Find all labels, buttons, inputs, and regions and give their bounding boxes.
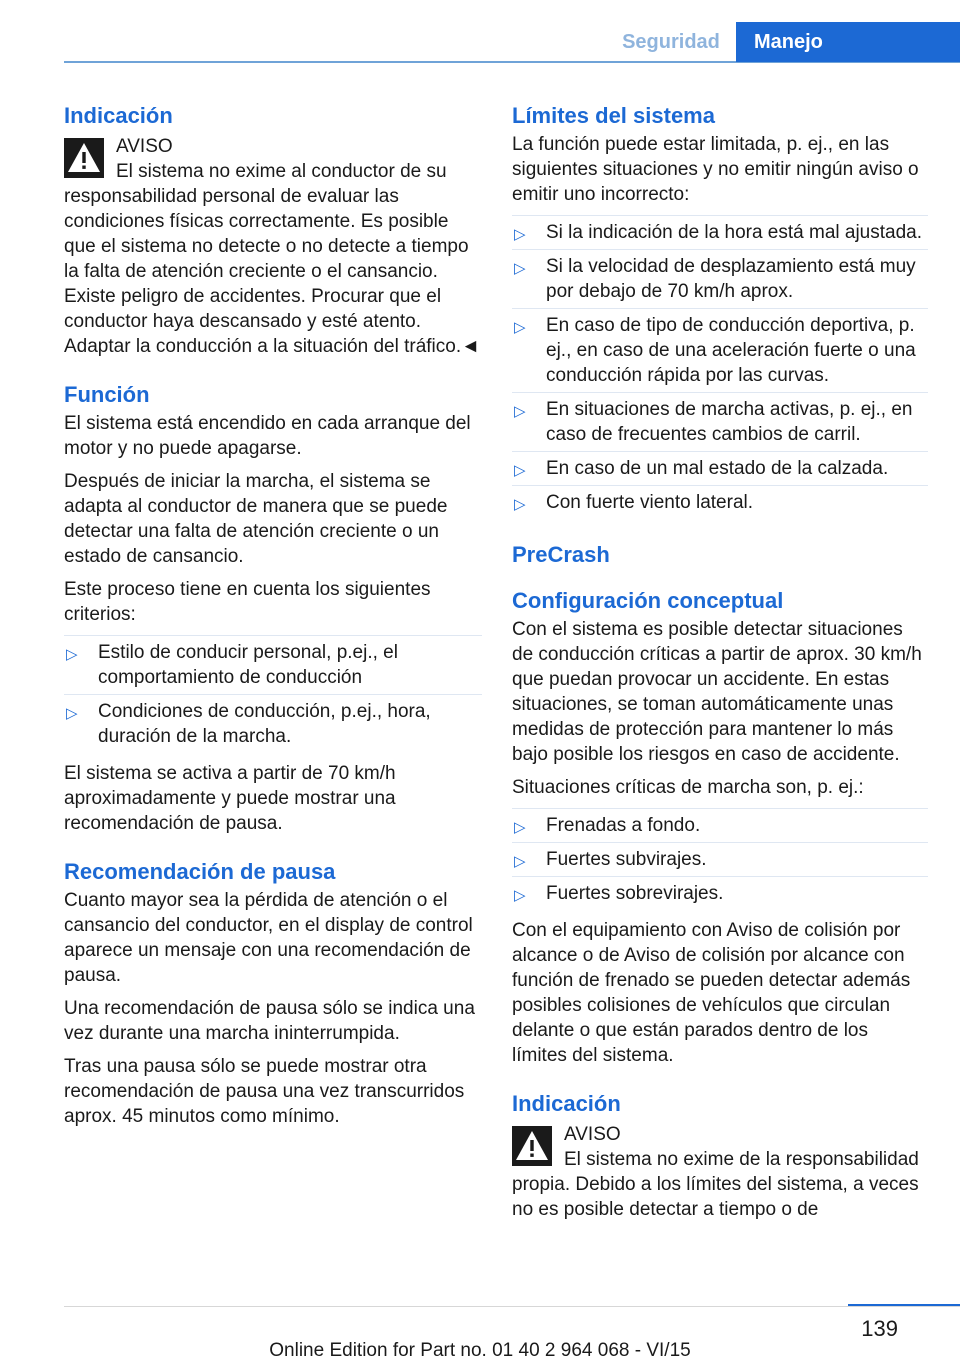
heading-configuracion: Configuración conceptual	[512, 588, 784, 613]
paragraph: Después de iniciar la marcha, el sistema se adapta al conductor de manera que se puede detectar una falta de atención creciente o un estado de cansancio.	[64, 471, 448, 567]
triangle-bullet-icon: ▷	[514, 403, 526, 420]
paragraph: El sistema está encendido en cada arranque del motor y no puede apagarse.	[64, 413, 471, 459]
heading-indicacion: Indicación	[64, 103, 173, 128]
paragraph: Cuanto mayor sea la pérdida de atención o el cansancio del conductor, en el display de control aparece un mensaje con una recomendación de pausa.	[64, 890, 473, 986]
footer-edition: Online Edition for Part no. 01 40 2 964 068 - VI/15	[269, 1340, 691, 1361]
warning-label: AVISO	[116, 136, 173, 157]
list-item: ▷ En situaciones de marcha activas, p. ej., en caso de frecuentes cambios de carril.	[512, 392, 928, 451]
triangle-bullet-icon: ▷	[514, 319, 526, 336]
paragraph: La función puede estar limitada, p. ej., en las siguientes situaciones y no emitir ningún aviso o emitir uno incorrecto:	[512, 134, 919, 205]
warning-text: El sistema no exime al conductor de su responsabilidad personal de evaluar las condiciones físicas correctamente. Es posible que el sistema no detecte o no detecte a tiempo la falta de atención creciente o el cansancio. Existe peligro de accidentes. Procurar que el conductor haya descansado y esté atento. Adaptar la conducción a la situación del tráfico.◄	[64, 161, 480, 357]
warning-icon	[64, 138, 104, 178]
warning-block	[512, 1122, 928, 1222]
page-number-rule	[848, 1304, 960, 1306]
list-item: ▷ Con fuerte viento lateral.	[512, 485, 928, 519]
heading-limites: Límites del sistema	[512, 103, 715, 128]
paragraph: Con el sistema es posible detectar situaciones de conducción críticas a partir de aprox. 30 km/h que puedan provocar un accidente. En estas situaciones, se toman automáticamente unas medidas de protección para mantener lo más bajo posible los riesgos en caso de accidente.	[512, 619, 922, 765]
list-item: ▷ Fuertes subvirajes.	[512, 842, 928, 876]
paragraph: Tras una pausa sólo se puede mostrar otra recomendación de pausa una vez transcurridos aprox. 45 minutos como mínimo.	[64, 1056, 465, 1127]
tab-manejo[interactable]: Manejo	[736, 22, 960, 62]
warning-label: AVISO	[564, 1124, 621, 1145]
criteria-list	[64, 635, 482, 753]
triangle-bullet-icon: ▷	[514, 260, 526, 277]
list-item: ▷ Si la indicación de la hora está mal ajustada.	[512, 215, 928, 249]
heading-indicacion-2: Indicación	[512, 1091, 621, 1116]
triangle-bullet-icon: ▷	[514, 819, 526, 836]
paragraph: El sistema se activa a partir de 70 km/h aproximadamente y puede mostrar una recomendación de pausa.	[64, 763, 396, 834]
left-column	[64, 100, 482, 1137]
triangle-bullet-icon: ▷	[514, 887, 526, 904]
list-item: ▷ Estilo de conducir personal, p.ej., el comportamiento de conducción	[64, 635, 482, 694]
triangle-bullet-icon: ▷	[514, 853, 526, 870]
triangle-bullet-icon: ▷	[514, 226, 526, 243]
page-number: 139	[861, 1316, 898, 1341]
paragraph: Este proceso tiene en cuenta los siguientes criterios:	[64, 579, 431, 625]
heading-recomendacion: Recomendación de pausa	[64, 859, 336, 884]
heading-funcion: Función	[64, 382, 150, 407]
list-item: ▷ Condiciones de conducción, p.ej., hora, duración de la marcha.	[64, 694, 482, 753]
triangle-bullet-icon: ▷	[66, 705, 78, 722]
list-item: ▷ En caso de un mal estado de la calzada.	[512, 451, 928, 485]
triangle-bullet-icon: ▷	[514, 462, 526, 479]
list-item: ▷ Si la velocidad de desplazamiento está muy por debajo de 70 km/h aprox.	[512, 249, 928, 308]
paragraph: Con el equipamiento con Aviso de colisión por alcance o de Aviso de colisión por alcance con función de frenado se pueden detectar además posibles colisiones de vehículos que circulan delante o que están parados dentro de los límites del sistema.	[512, 920, 911, 1066]
paragraph: Una recomendación de pausa sólo se indica una vez durante una marcha ininterrumpida.	[64, 998, 475, 1044]
list-item: ▷ Fuertes sobrevirajes.	[512, 876, 928, 910]
triangle-bullet-icon: ▷	[514, 496, 526, 513]
warning-icon	[512, 1126, 552, 1166]
list-item: ▷ Frenadas a fondo.	[512, 808, 928, 842]
limits-list	[512, 215, 928, 519]
paragraph: Situaciones críticas de marcha son, p. ej.:	[512, 777, 864, 798]
tab-seguridad[interactable]: Seguridad	[622, 31, 720, 53]
list-item: ▷ En caso de tipo de conducción deportiva, p. ej., en caso de una aceleración fuerte o una conducción rápida por las curvas.	[512, 308, 928, 392]
triangle-bullet-icon: ▷	[66, 646, 78, 663]
footer-line	[64, 1306, 960, 1307]
heading-precrash: PreCrash	[512, 542, 610, 567]
critical-list	[512, 808, 928, 910]
warning-text: El sistema no exime de la responsabilidad propia. Debido a los límites del sistema, a veces no es posible detectar a tiempo o de	[512, 1149, 919, 1220]
warning-block	[64, 134, 482, 359]
right-column	[512, 100, 928, 1230]
